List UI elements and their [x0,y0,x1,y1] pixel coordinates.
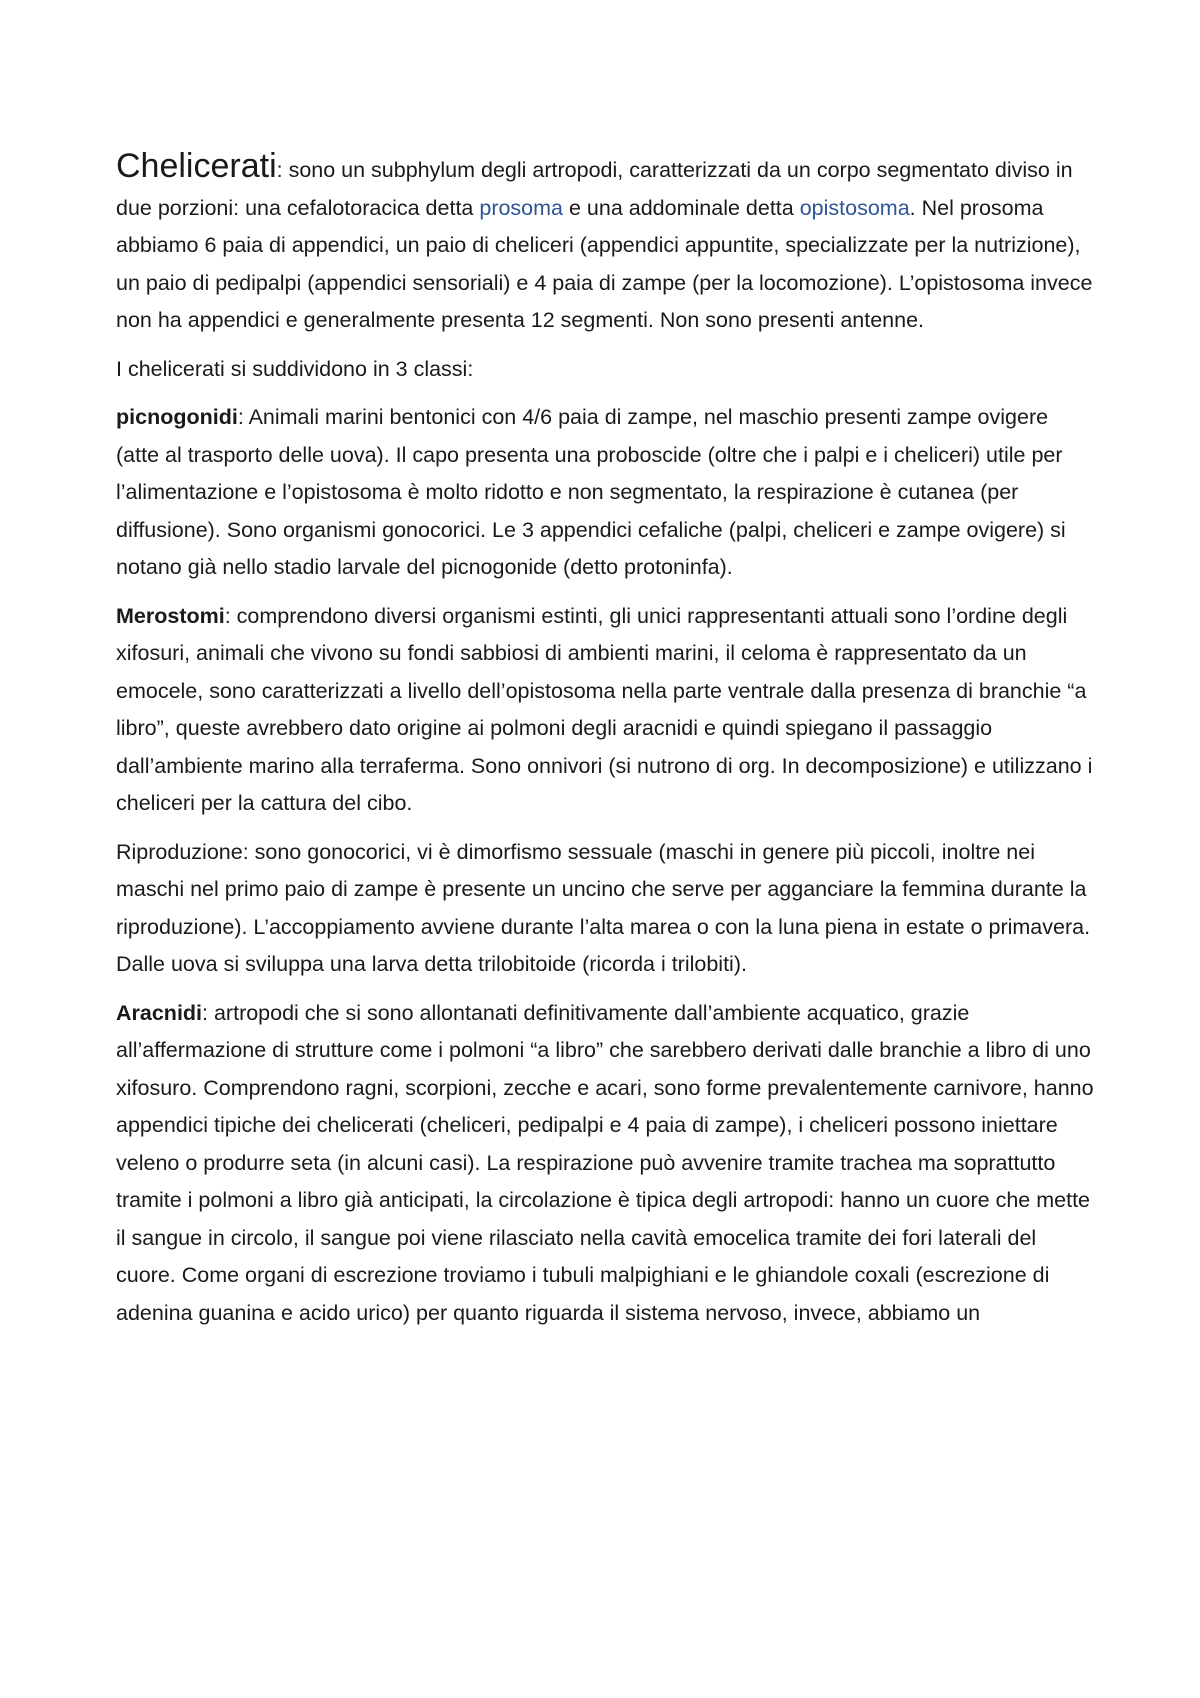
merostomi-text: : comprendono diversi organismi estinti, gli unici rappresentanti attuali sono l’ordine degli xifosuri, animali che vivono su fondi sabbiosi di ambienti marini, il celoma è rappresentato da un emocele, sono caratterizzati a livello dell’opistosoma nella parte ventrale dalla presenza di branchie “a libro”, queste avrebbero dato origine ai polmoni degli aracnidi e quindi spiegano il passaggio dall’ambiente marino alla terraferma. Sono onnivori (si nutrono di org. In decomposizione) e utilizzano i cheliceri per la cattura del cibo. [116,603,1093,815]
intro-text-1: : sono un subphylum degli artropodi, caratterizzati da un corpo segmentato diviso in due porzioni: una cefalotoracica detta [116,158,1073,220]
aracnidi-heading: Aracnidi [116,1000,203,1025]
merostomi-paragraph [116,598,1096,823]
term-prosoma: prosoma [479,195,564,220]
picnogonidi-text: : Animali marini bentonici con 4/6 paia di zampe, nel maschio presenti zampe ovigere (atte al trasporto delle uova). Il capo presenta una proboscide (oltre che i palpi e i cheliceri) utile per l’alimentazione e l’opistosoma è molto ridotto e non segmentato, la respirazione è cutanea (per diffusione). Sono organismi gonocorici. Le 3 appendici cefaliche (palpi, cheliceri e zampe ovigere) si notano già nello stadio larvale del picnogonide (detto protoninfa). [116,405,1066,579]
merostomi-heading: Merostomi [116,603,225,628]
classes-intro: I chelicerati si suddividono in 3 classi: [116,356,474,381]
document-page [116,148,1096,1343]
riproduzione-paragraph: Riproduzione: sono gonocorici, vi è dimorfismo sessuale (maschi in genere più piccoli, inoltre nei maschi nel primo paio di zampe è presente un uncino che serve per agganciare la femmina durante la riproduzione). L’accoppiamento avviene durante l’alta marea o con la luna piena in estate o primavera. Dalle uova si sviluppa una larva detta trilobitoide (ricorda i trilobiti). [116,839,1091,976]
term-opistosoma: opistosoma [799,195,910,220]
document-title: Chelicerati [116,147,277,185]
intro-text-2: e una addominale detta [563,195,800,220]
picnogonidi-paragraph [116,399,1096,587]
intro-text-3: . Nel prosoma abbiamo 6 paia di appendici, un paio di cheliceri (appendici appuntite, specializzate per la nutrizione), un paio di pedipalpi (appendici sensoriali) e 4 paia di zampe (per la locomozione). L’opistosoma invece non ha appendici e generalmente presenta 12 segmenti. Non sono presenti antenne. [116,195,1093,332]
aracnidi-paragraph [116,995,1096,1333]
intro-paragraph [116,148,1096,340]
picnogonidi-heading: picnogonidi [116,405,238,429]
aracnidi-text: : artropodi che si sono allontanati definitivamente dall’ambiente acquatico, grazie all’affermazione di strutture come i polmoni “a libro” che sarebbero derivati dalle branchie a libro di uno xifosuro. Comprendono ragni, scorpioni, zecche e acari, sono forme prevalentemente carnivore, hanno appendici tipiche dei chelicerati (cheliceri, pedipalpi e 4 paia di zampe), i cheliceri possono iniettare veleno o produrre seta (in alcuni casi). La respirazione può avvenire tramite trachea ma soprattutto tramite i polmoni a libro già anticipati, la circolazione è tipica degli artropodi: hanno un cuore che mette il sangue in circolo, il sangue poi viene rilasciato nella cavità emocelica tramite dei fori laterali del cuore. Come organi di escrezione troviamo i tubuli malpighiani e le ghiandole coxali (escrezione di adenina guanina e acido urico) per quanto riguarda il sistema nervoso, invece, abbiamo un [116,1000,1094,1325]
